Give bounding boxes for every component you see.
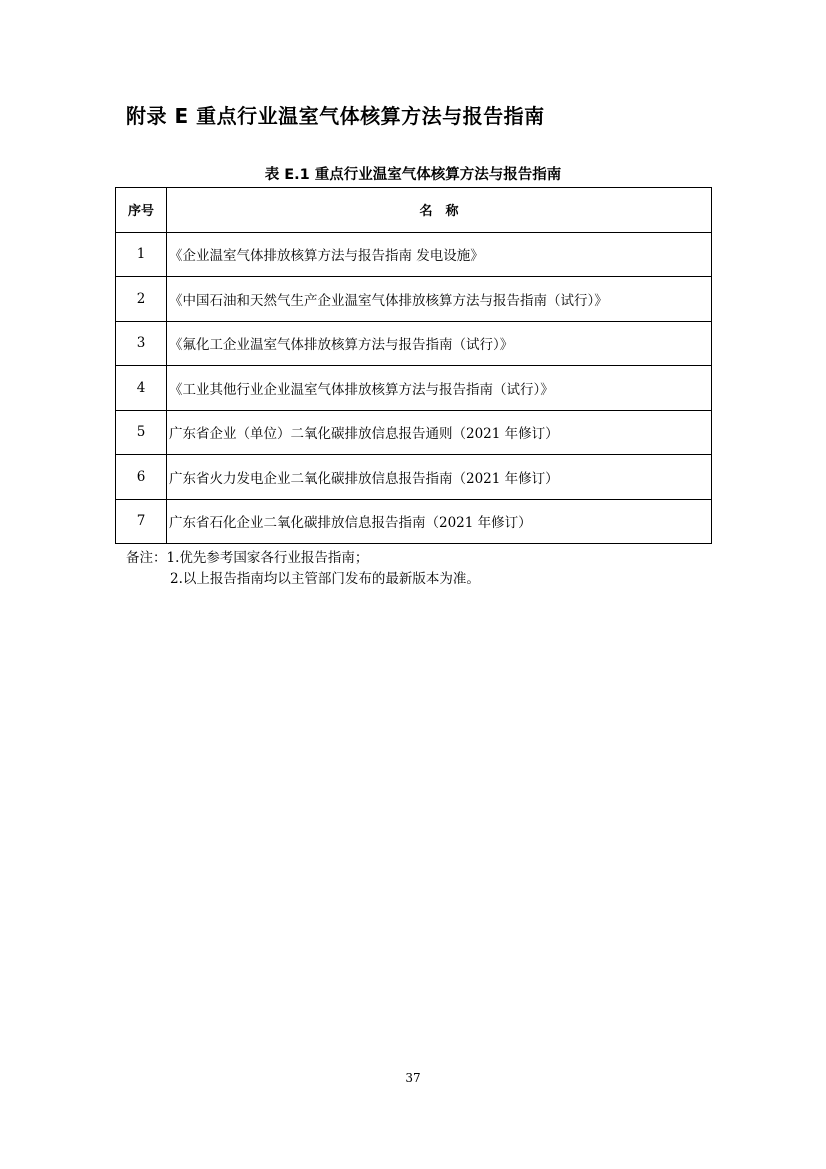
row-number: 3	[116, 321, 167, 366]
table-row	[116, 232, 712, 277]
row-number: 4	[116, 366, 167, 411]
row-number: 1	[116, 232, 167, 277]
row-name: 广东省企业（单位）二氧化碳排放信息报告通则（2021 年修订）	[167, 410, 712, 455]
row-number: 2	[116, 277, 167, 322]
table-row	[116, 277, 712, 322]
guidelines-table	[115, 187, 712, 544]
table-header-row	[116, 188, 712, 233]
header-number: 序号	[116, 188, 167, 233]
row-number: 7	[116, 499, 167, 544]
row-name: 《企业温室气体排放核算方法与报告指南 发电设施》	[167, 232, 712, 277]
row-name: 《中国石油和天然气生产企业温室气体排放核算方法与报告指南（试行）》	[167, 277, 712, 322]
row-name: 广东省石化企业二氧化碳排放信息报告指南（2021 年修订）	[167, 499, 712, 544]
page-number: 37	[405, 1071, 421, 1085]
row-name: 广东省火力发电企业二氧化碳排放信息报告指南（2021 年修订）	[167, 455, 712, 500]
table-row	[116, 455, 712, 500]
table-caption: 表 E.1 重点行业温室气体核算方法与报告指南	[264, 167, 562, 183]
row-number: 5	[116, 410, 167, 455]
table-row	[116, 410, 712, 455]
row-name: 《工业其他行业企业温室气体排放核算方法与报告指南（试行）》	[167, 366, 712, 411]
appendix-title: 附录 E 重点行业温室气体核算方法与报告指南	[126, 104, 545, 128]
table-row	[116, 321, 712, 366]
row-name: 《氟化工企业温室气体排放核算方法与报告指南（试行）》	[167, 321, 712, 366]
table-row	[116, 366, 712, 411]
table-row	[116, 499, 712, 544]
header-name: 名 称	[167, 188, 712, 233]
note-1: 备注：1.优先参考国家各行业报告指南；	[126, 550, 369, 566]
notes	[126, 548, 480, 590]
row-number: 6	[116, 455, 167, 500]
note-2: 2.以上报告指南均以主管部门发布的最新版本为准。	[170, 571, 480, 587]
